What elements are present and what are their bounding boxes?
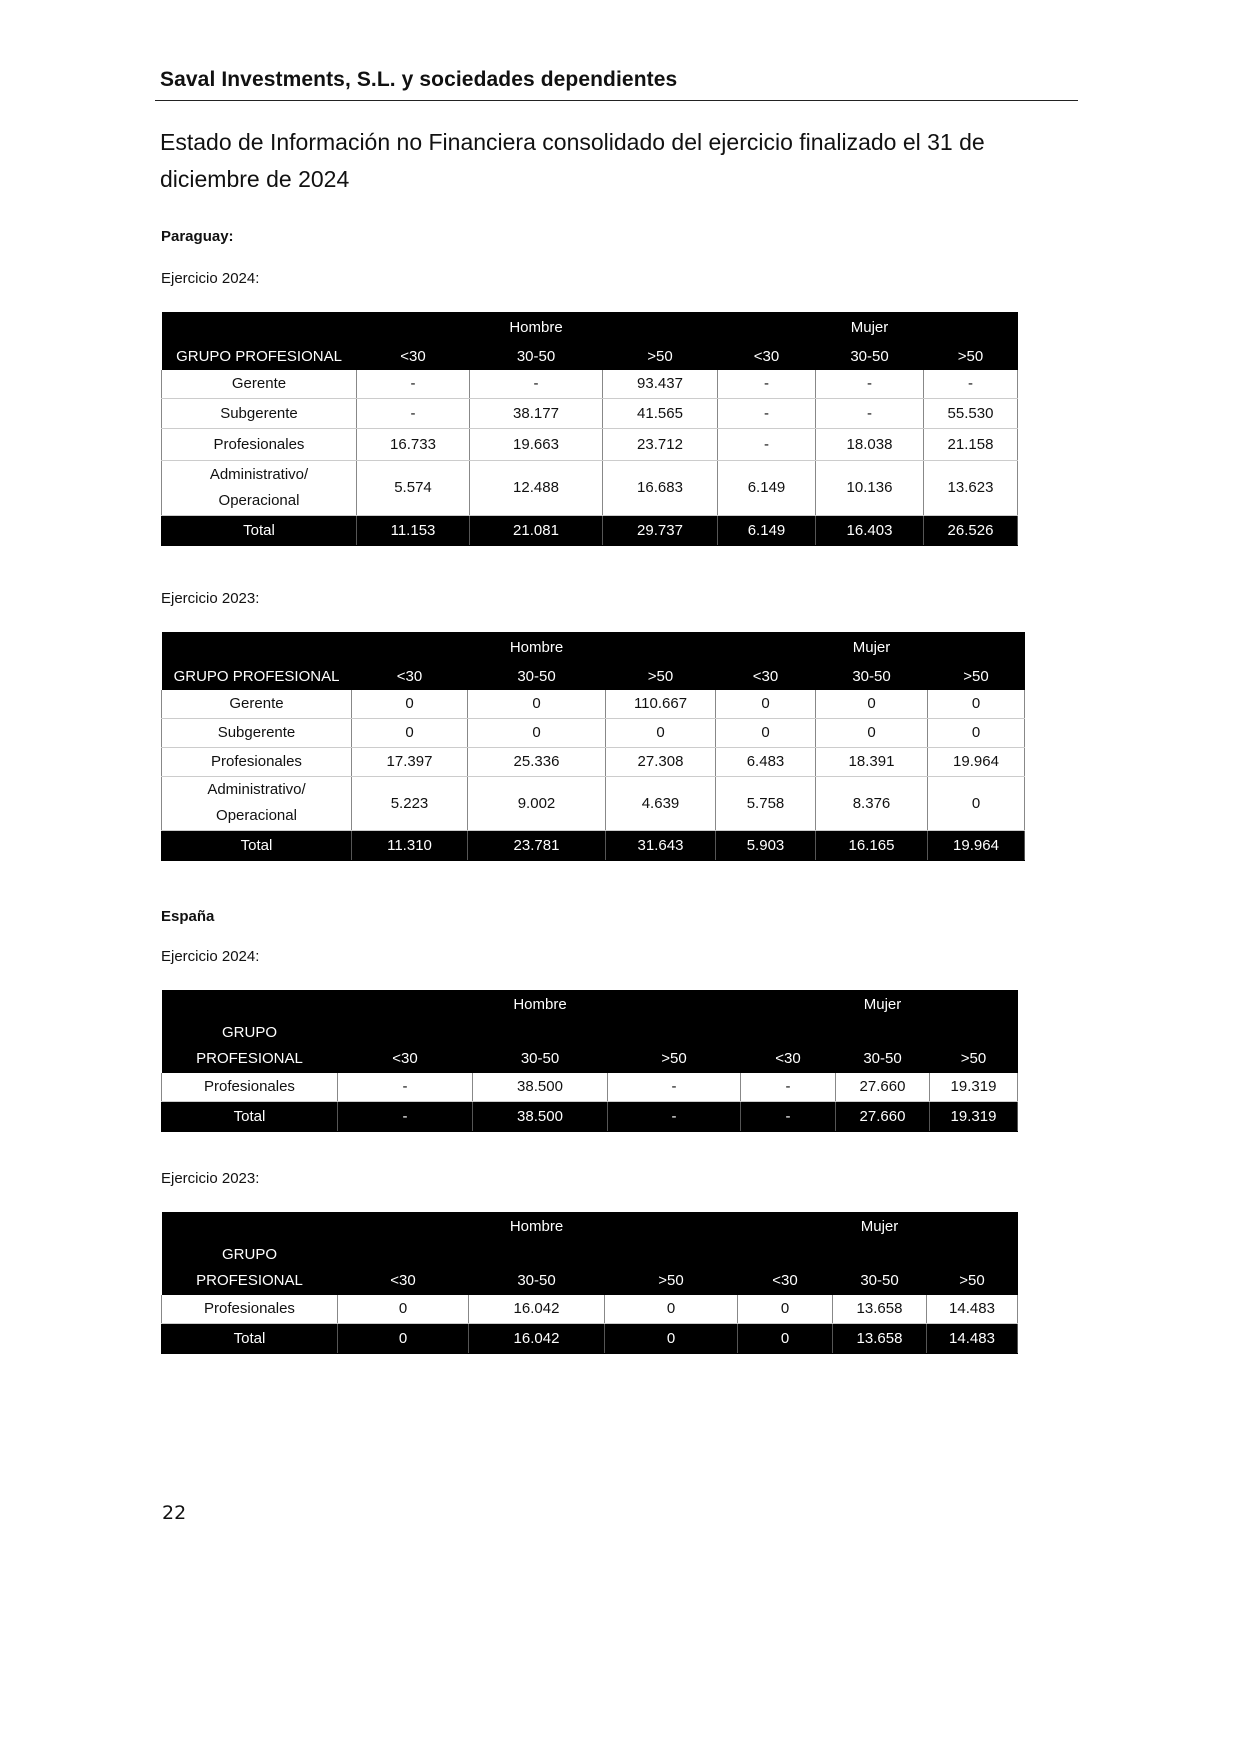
value-cell: 17.397 <box>352 747 468 776</box>
header-cell <box>930 990 1018 1018</box>
header-cell <box>738 1212 833 1240</box>
value-cell: 27.660 <box>836 1073 930 1101</box>
value-cell: 18.038 <box>816 428 924 460</box>
grupo-profesional-header: GRUPO PROFESIONAL <box>162 660 352 690</box>
age-header: >50 <box>930 1018 1018 1073</box>
group-cell: Administrativo/ Operacional <box>162 460 357 515</box>
total-label: Total <box>162 515 357 545</box>
total-row <box>162 830 1025 860</box>
value-cell: 14.483 <box>927 1295 1018 1323</box>
total-cell: 38.500 <box>473 1101 608 1131</box>
value-cell: 0 <box>928 718 1025 747</box>
total-cell: - <box>741 1101 836 1131</box>
header-cell <box>357 312 470 340</box>
age-header: <30 <box>352 660 468 690</box>
value-cell: 18.391 <box>816 747 928 776</box>
header-cell <box>162 632 352 660</box>
value-cell: 0 <box>338 1295 469 1323</box>
paraguay-2023-label: Ejercicio 2023: <box>161 590 260 607</box>
group-cell: Profesionales <box>162 428 357 460</box>
total-cell: 21.081 <box>470 515 603 545</box>
total-cell: 5.903 <box>716 830 816 860</box>
value-cell: - <box>718 428 816 460</box>
total-row <box>162 515 1018 545</box>
total-cell: 11.310 <box>352 830 468 860</box>
mujer-header: Mujer <box>836 990 930 1018</box>
total-cell: 0 <box>738 1323 833 1353</box>
table-row <box>162 718 1025 747</box>
value-cell: 0 <box>605 1295 738 1323</box>
total-cell: 31.643 <box>606 830 716 860</box>
age-header: 30-50 <box>816 340 924 370</box>
group-cell: Administrativo/ Operacional <box>162 776 352 830</box>
total-cell: 16.165 <box>816 830 928 860</box>
total-cell: 16.403 <box>816 515 924 545</box>
table-espana-2023 <box>161 1212 1018 1354</box>
grupo-profesional-header: GRUPO PROFESIONAL <box>162 1018 338 1073</box>
age-header: >50 <box>608 1018 741 1073</box>
value-cell: 4.639 <box>606 776 716 830</box>
total-cell: 23.781 <box>468 830 606 860</box>
value-cell: 0 <box>816 690 928 718</box>
total-cell: 13.658 <box>833 1323 927 1353</box>
value-cell: 16.683 <box>603 460 718 515</box>
value-cell: 21.158 <box>924 428 1018 460</box>
age-header: <30 <box>357 340 470 370</box>
table-row <box>162 460 1018 515</box>
hombre-header: Hombre <box>469 1212 605 1240</box>
value-cell: 5.574 <box>357 460 470 515</box>
header-cell <box>928 632 1025 660</box>
group-cell: Subgerente <box>162 718 352 747</box>
header-cell <box>605 1212 738 1240</box>
value-cell: 19.663 <box>470 428 603 460</box>
value-cell: 38.500 <box>473 1073 608 1101</box>
total-label: Total <box>162 1101 338 1131</box>
table-row <box>162 747 1025 776</box>
hombre-header: Hombre <box>468 632 606 660</box>
value-cell: 16.042 <box>469 1295 605 1323</box>
value-cell: 0 <box>352 690 468 718</box>
value-cell: 0 <box>816 718 928 747</box>
value-cell: 0 <box>468 718 606 747</box>
value-cell: - <box>741 1073 836 1101</box>
total-cell: - <box>608 1101 741 1131</box>
total-cell: - <box>338 1101 473 1131</box>
group-cell: Gerente <box>162 370 357 398</box>
value-cell: 5.223 <box>352 776 468 830</box>
age-header: 30-50 <box>473 1018 608 1073</box>
total-row <box>162 1101 1018 1131</box>
table-row <box>162 776 1025 830</box>
mujer-header: Mujer <box>833 1212 927 1240</box>
header-cell <box>927 1212 1018 1240</box>
total-cell: 27.660 <box>836 1101 930 1131</box>
total-cell: 14.483 <box>927 1323 1018 1353</box>
total-cell: 19.964 <box>928 830 1025 860</box>
value-cell: 16.733 <box>357 428 470 460</box>
value-cell: 6.149 <box>718 460 816 515</box>
age-header: 30-50 <box>816 660 928 690</box>
age-header: <30 <box>338 1240 469 1295</box>
age-header: >50 <box>928 660 1025 690</box>
value-cell: - <box>718 370 816 398</box>
table-row <box>162 398 1018 428</box>
section-paraguay-label: Paraguay: <box>161 228 234 245</box>
grupo-profesional-header: GRUPO PROFESIONAL <box>162 1240 338 1295</box>
header-cell <box>606 632 716 660</box>
total-cell: 0 <box>338 1323 469 1353</box>
header-cell <box>338 1212 469 1240</box>
value-cell: 6.483 <box>716 747 816 776</box>
total-cell: 11.153 <box>357 515 470 545</box>
value-cell: 55.530 <box>924 398 1018 428</box>
age-header: <30 <box>741 1018 836 1073</box>
value-cell: 13.658 <box>833 1295 927 1323</box>
grupo-profesional-header: GRUPO PROFESIONAL <box>162 340 357 370</box>
total-cell: 29.737 <box>603 515 718 545</box>
total-cell: 19.319 <box>930 1101 1018 1131</box>
value-cell: 13.623 <box>924 460 1018 515</box>
value-cell: - <box>357 370 470 398</box>
value-cell: 0 <box>606 718 716 747</box>
header-cell <box>162 990 338 1018</box>
header-cell <box>741 990 836 1018</box>
group-cell: Profesionales <box>162 1295 338 1323</box>
value-cell: - <box>470 370 603 398</box>
total-label: Total <box>162 1323 338 1353</box>
header-cell <box>162 1212 338 1240</box>
value-cell: - <box>357 398 470 428</box>
group-cell: Subgerente <box>162 398 357 428</box>
value-cell: - <box>816 398 924 428</box>
header-cell <box>718 312 816 340</box>
value-cell: 0 <box>716 690 816 718</box>
value-cell: 93.437 <box>603 370 718 398</box>
group-cell: Profesionales <box>162 747 352 776</box>
value-cell: 10.136 <box>816 460 924 515</box>
age-header: >50 <box>603 340 718 370</box>
header-cell <box>608 990 741 1018</box>
value-cell: 9.002 <box>468 776 606 830</box>
document-subtitle: Estado de Información no Financiera consolidado del ejercicio finalizado el 31 de diciembre de 2024 <box>160 129 985 192</box>
value-cell: 8.376 <box>816 776 928 830</box>
mujer-header: Mujer <box>816 632 928 660</box>
value-cell: - <box>816 370 924 398</box>
value-cell: 0 <box>928 776 1025 830</box>
age-header: 30-50 <box>833 1240 927 1295</box>
header-rule <box>155 100 1078 101</box>
value-cell: 0 <box>352 718 468 747</box>
value-cell: 0 <box>468 690 606 718</box>
header-cell <box>924 312 1018 340</box>
table-row <box>162 1295 1018 1323</box>
section-espana-label: España <box>161 908 215 925</box>
value-cell: - <box>338 1073 473 1101</box>
value-cell: 0 <box>716 718 816 747</box>
total-label: Total <box>162 830 352 860</box>
value-cell: 12.488 <box>470 460 603 515</box>
value-cell: - <box>924 370 1018 398</box>
value-cell: - <box>718 398 816 428</box>
value-cell: 41.565 <box>603 398 718 428</box>
hombre-header: Hombre <box>473 990 608 1018</box>
table-espana-2024 <box>161 990 1018 1132</box>
age-header: <30 <box>718 340 816 370</box>
age-header: >50 <box>605 1240 738 1295</box>
total-cell: 0 <box>605 1323 738 1353</box>
value-cell: 19.964 <box>928 747 1025 776</box>
header-cell <box>603 312 718 340</box>
total-cell: 26.526 <box>924 515 1018 545</box>
table-row <box>162 370 1018 398</box>
age-header: 30-50 <box>468 660 606 690</box>
value-cell: 27.308 <box>606 747 716 776</box>
age-header: <30 <box>338 1018 473 1073</box>
age-header: 30-50 <box>469 1240 605 1295</box>
header-cell <box>716 632 816 660</box>
paraguay-2024-label: Ejercicio 2024: <box>161 270 260 287</box>
age-header: 30-50 <box>470 340 603 370</box>
mujer-header: Mujer <box>816 312 924 340</box>
value-cell: 110.667 <box>606 690 716 718</box>
value-cell: 0 <box>928 690 1025 718</box>
header-cell <box>162 312 357 340</box>
total-row <box>162 1323 1018 1353</box>
value-cell: - <box>608 1073 741 1101</box>
value-cell: 0 <box>738 1295 833 1323</box>
table-paraguay-2023 <box>161 632 1025 861</box>
value-cell: 5.758 <box>716 776 816 830</box>
value-cell: 23.712 <box>603 428 718 460</box>
total-cell: 16.042 <box>469 1323 605 1353</box>
table-row <box>162 428 1018 460</box>
age-header: >50 <box>924 340 1018 370</box>
header-cell <box>352 632 468 660</box>
group-cell: Profesionales <box>162 1073 338 1101</box>
age-header: >50 <box>927 1240 1018 1295</box>
hombre-header: Hombre <box>470 312 603 340</box>
company-title: Saval Investments, S.L. y sociedades dependientes <box>160 68 678 91</box>
table-paraguay-2024 <box>161 312 1018 546</box>
page-number: 22 <box>162 1502 187 1524</box>
espana-2023-label: Ejercicio 2023: <box>161 1170 260 1187</box>
total-cell: 6.149 <box>718 515 816 545</box>
header-cell <box>338 990 473 1018</box>
value-cell: 19.319 <box>930 1073 1018 1101</box>
espana-2024-label: Ejercicio 2024: <box>161 948 260 965</box>
age-header: 30-50 <box>836 1018 930 1073</box>
group-cell: Gerente <box>162 690 352 718</box>
age-header: >50 <box>606 660 716 690</box>
table-row <box>162 690 1025 718</box>
age-header: <30 <box>738 1240 833 1295</box>
age-header: <30 <box>716 660 816 690</box>
value-cell: 38.177 <box>470 398 603 428</box>
table-row <box>162 1073 1018 1101</box>
value-cell: 25.336 <box>468 747 606 776</box>
